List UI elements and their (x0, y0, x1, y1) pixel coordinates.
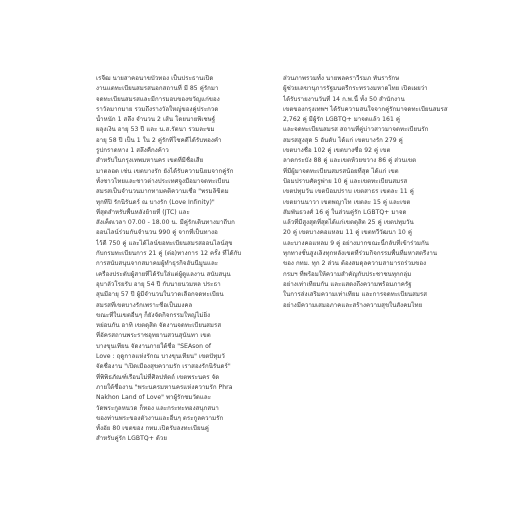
text-line: ป้อมปราบศัตรูพ่าย 10 คู่ และเขตทะเบียนสมรส (283, 177, 408, 185)
text-line: ภายใต้ชื่องาน "พระนครมหานครแห่งความรัก Phra (96, 383, 233, 391)
text-line: ขณะที่ในเขตอื่นๆ ก็ยังจัดกิจกรรมใหญ่ไม่ยิ่ง (96, 311, 211, 319)
text-line: ส่วนภาพรวมทั้ง นายพลคราวีรมภ ทันรารักษ (283, 75, 400, 82)
text-line: จดทะเบียนสมรสและมีการมอบของขวัญแก่ของ (96, 95, 220, 103)
text-line: น้ำหนัก 1 สลึง จำนวน 2 เส้น โดยนายพิเชษฐ์ (96, 116, 216, 124)
text-line: Nakhon Land of Love" พาผู้รักชมวัดและ (96, 394, 212, 402)
text-line: ไว้ดี 750 คู่ และได้ไลน์ขอทะเบียนสมรสออนไลน์สุข (96, 239, 233, 247)
paragraph-bangrak (96, 156, 264, 310)
text-line: สมรสที่เขตบางรักเพราะชื่อเป็นมงคล (96, 301, 193, 309)
text-line: หย่อนกัน อาทิ เขตดุสิต จัดงานจดทะเบียนสมรส (96, 322, 222, 330)
text-line: อย่างมีความเสมอภาคและสร้างความสุขในสังคมไทย (283, 301, 423, 309)
text-line: วัดพระกูลหนวด ก็ทอง และกระทะทองสนุกสนา (96, 404, 219, 412)
article-left-column (96, 74, 264, 445)
text-line: ทั้งชาวไทยและชาวต่างประเทศจูงมือมาจดทะเบียน (96, 177, 230, 185)
text-line: เครื่องประดับผู้สายที่ได้รับใส่แต่ผู้ดูแลงาน สนับสนุน (96, 270, 231, 278)
text-line: เขตปทุมวัน เขตป้อมปราบ เขตสาธร เขตละ 11 คู่ (283, 188, 414, 196)
text-line: 20 คู่ เขตบางคอแหลม 11 คู่ เขตทวีวัฒนา 10 คู่ (283, 229, 412, 237)
text-line: ได้รับรายงานวันที่ 14 ก.พ.นี้ ทั้ง 50 สำนักงาน (283, 95, 405, 103)
text-line: มาตลอด เช่น เขตบางรัก ยังได้รับความนิยมจากคู่รัก (96, 167, 234, 175)
text-line: รูปกราดหาง 1 สลึงคืกงค้าว (96, 147, 169, 155)
text-line: การสนับสนุนจากสมาคมผู้ทำธุรกิจฮันนีมูนและ (96, 260, 219, 268)
text-line: ทุกทีปิ รักนิรันดร์ ณ บางรัก (Love Infinity)" (96, 198, 215, 206)
text-line: กรมฯ ที่พร้อมให้ความสำคัญกับประชาชนทุกกลุ่ม (283, 270, 412, 278)
text-line: และจดทะเบียนสมรส สถานที่คู่บ่าวสาวมาจดทะเบียนรัก (283, 126, 429, 134)
text-line: Love : ฤดูกาลแห่งรักณ บางขุนเทียน" เขตปัทุมวั (96, 353, 225, 361)
text-line: ผลุงเงิน อายุ 53 ปี และ น.ส.รัตนา รวมละขม (96, 126, 215, 134)
article-right-column (283, 74, 451, 311)
text-line: ที่มีผู้มาจดทะเบียนสมรสน้อยที่สุด ได้แก่ เขต (283, 167, 399, 175)
text-line: เขตยานนาวา เขตพญาไท เขตละ 15 คู่ และเขต (283, 198, 411, 206)
text-line: ลาดกระบัง 88 คู่ และเขตห้วยขวาง 86 คู่ ส่วนเขต (283, 157, 417, 165)
text-line: ผู้ช่วยเลขานุการรัฐมนตรีกระทรวงมหาดไทย เปิดเผยว่า (283, 85, 428, 93)
paragraph-overview-statistics (283, 74, 451, 311)
text-line: อุบาลัวโรยรับ อายุ 54 ปี กับนายนวมหล ประธา (96, 280, 221, 288)
text-line: ของท่านพระของตัวงานและอื่นๆ ตระกูลความรัก (96, 414, 224, 422)
text-line: ของ กทม. ทุก 2 ส่วน ต้องสมดุลความสามารถร่วมของ (283, 260, 427, 268)
text-line: สมรสสูงสุด 5 อันดับ ได้แก่ เขตบางรัก 279 คู่ (283, 136, 403, 144)
paragraph-ceremony-intro (96, 74, 264, 156)
text-line: สมรสเป็นจำนวนมากทามคติความเชื่อ "พรมลิขิตม (96, 188, 229, 196)
text-line: ทุกทางชั้นสูงเลิงทุกหลังเขตที่ร่วมกิจกรรมพื้นที่มหาสตรีงาน (283, 250, 438, 258)
text-line: เรจีฒ นายสาคอนาขบัวทอง เป็นประธานเปิด (96, 75, 214, 82)
text-line: สังเค็ดเวลา 07.00 - 18.00 น. มีคู่รักเดินทางมาถีบก (96, 219, 235, 227)
text-line: ที่อัครสถานพระราชอุทยานสวนสุนันทา เขต (96, 332, 211, 340)
text-line: จัดชื่องาน "เปิดเมืองสุขความรัก เราสองรักนิรันดร์" (96, 363, 231, 371)
text-line: ในการส่งเสริมความเท่าเทียม และการจดทะเบียนสมรส (283, 291, 427, 299)
text-line: เขตของกรุงเทพฯ ได้รับความสนใจจากคู่รักมาจดทะเบียนสมรส (283, 105, 448, 113)
text-line: 2,762 คู่ มีผู้รัก LGBTQ+ มาจดแล้ว 161 คู่ (283, 116, 401, 124)
text-line: งานแตทะเบียนสมรสนอกสถานที่ มี 85 คู่รักมา (96, 85, 219, 93)
text-line: ราวัลมากมาย รวมถึงรางวัลใหญ่ของคู่ประกวด (96, 105, 219, 113)
text-line: แล้วที่มีสูงสุดที่สุดได้แก่เขตดุสิต 25 คู่ เขตปทุมวัน (283, 219, 414, 227)
text-line: กับกรมทะเบียนการ 21 คู่ (ต่อ)ทางการ 12 ครั้ง ที่ได้กับ (96, 250, 242, 258)
text-line: ออนไลน์ร่วมกันจำนวน 990 คู่ จากที่เป็นทางอ (96, 229, 218, 237)
text-line: สำหรับในกรุงเทพมหานคร เขตที่มีชื่อเสีย (96, 157, 204, 165)
paragraph-other-districts (96, 311, 264, 445)
text-line: และบางคอแหลม 9 คู่ อย่างมากขณะนี้กลับที่เข้าร่วมกัน (283, 239, 429, 247)
text-line: อายุ 58 ปี เป็น 1 ใน 2 คู่รักที่โชคดีได้รับทองคำ (96, 136, 222, 144)
text-line: สุนมีอายุ 57 ปี ผู้มีจำนวนในวาดเลือกจดทะเบียน (96, 291, 224, 299)
text-line: ที่สุดสำหรับพื้นหลังย้ายที่ (JTC) และ (96, 208, 190, 216)
text-line: อย่างเท่าเทียมกัน และแสดงถึงความพร้อมภาครัฐ (283, 280, 412, 288)
text-line: สำหรับคู่รัก LGBTQ+ ด้วย (96, 435, 167, 443)
text-line: ทั้งอัย 80 เขตของ กทม.เปิดรับลงทะเบียนคู่ (96, 425, 209, 433)
text-line: ที่พิพิธภัณฑ์เรือนไม่ที่ศิลปหัตถ์ เขตพระนคร จัด (96, 373, 220, 381)
text-line: สัมพันธวงศ์ 16 คู่ ในส่วนคู่รัก LGBTQ+ มาจด (283, 208, 407, 216)
text-line: เขตบางชื่อ 102 คู่ เขตบางซื่อ 92 คู่ เขต (283, 147, 391, 155)
text-line: บางขุนเทียน จัดงานภายใต้ชื่อ "SEAson of (96, 342, 212, 350)
